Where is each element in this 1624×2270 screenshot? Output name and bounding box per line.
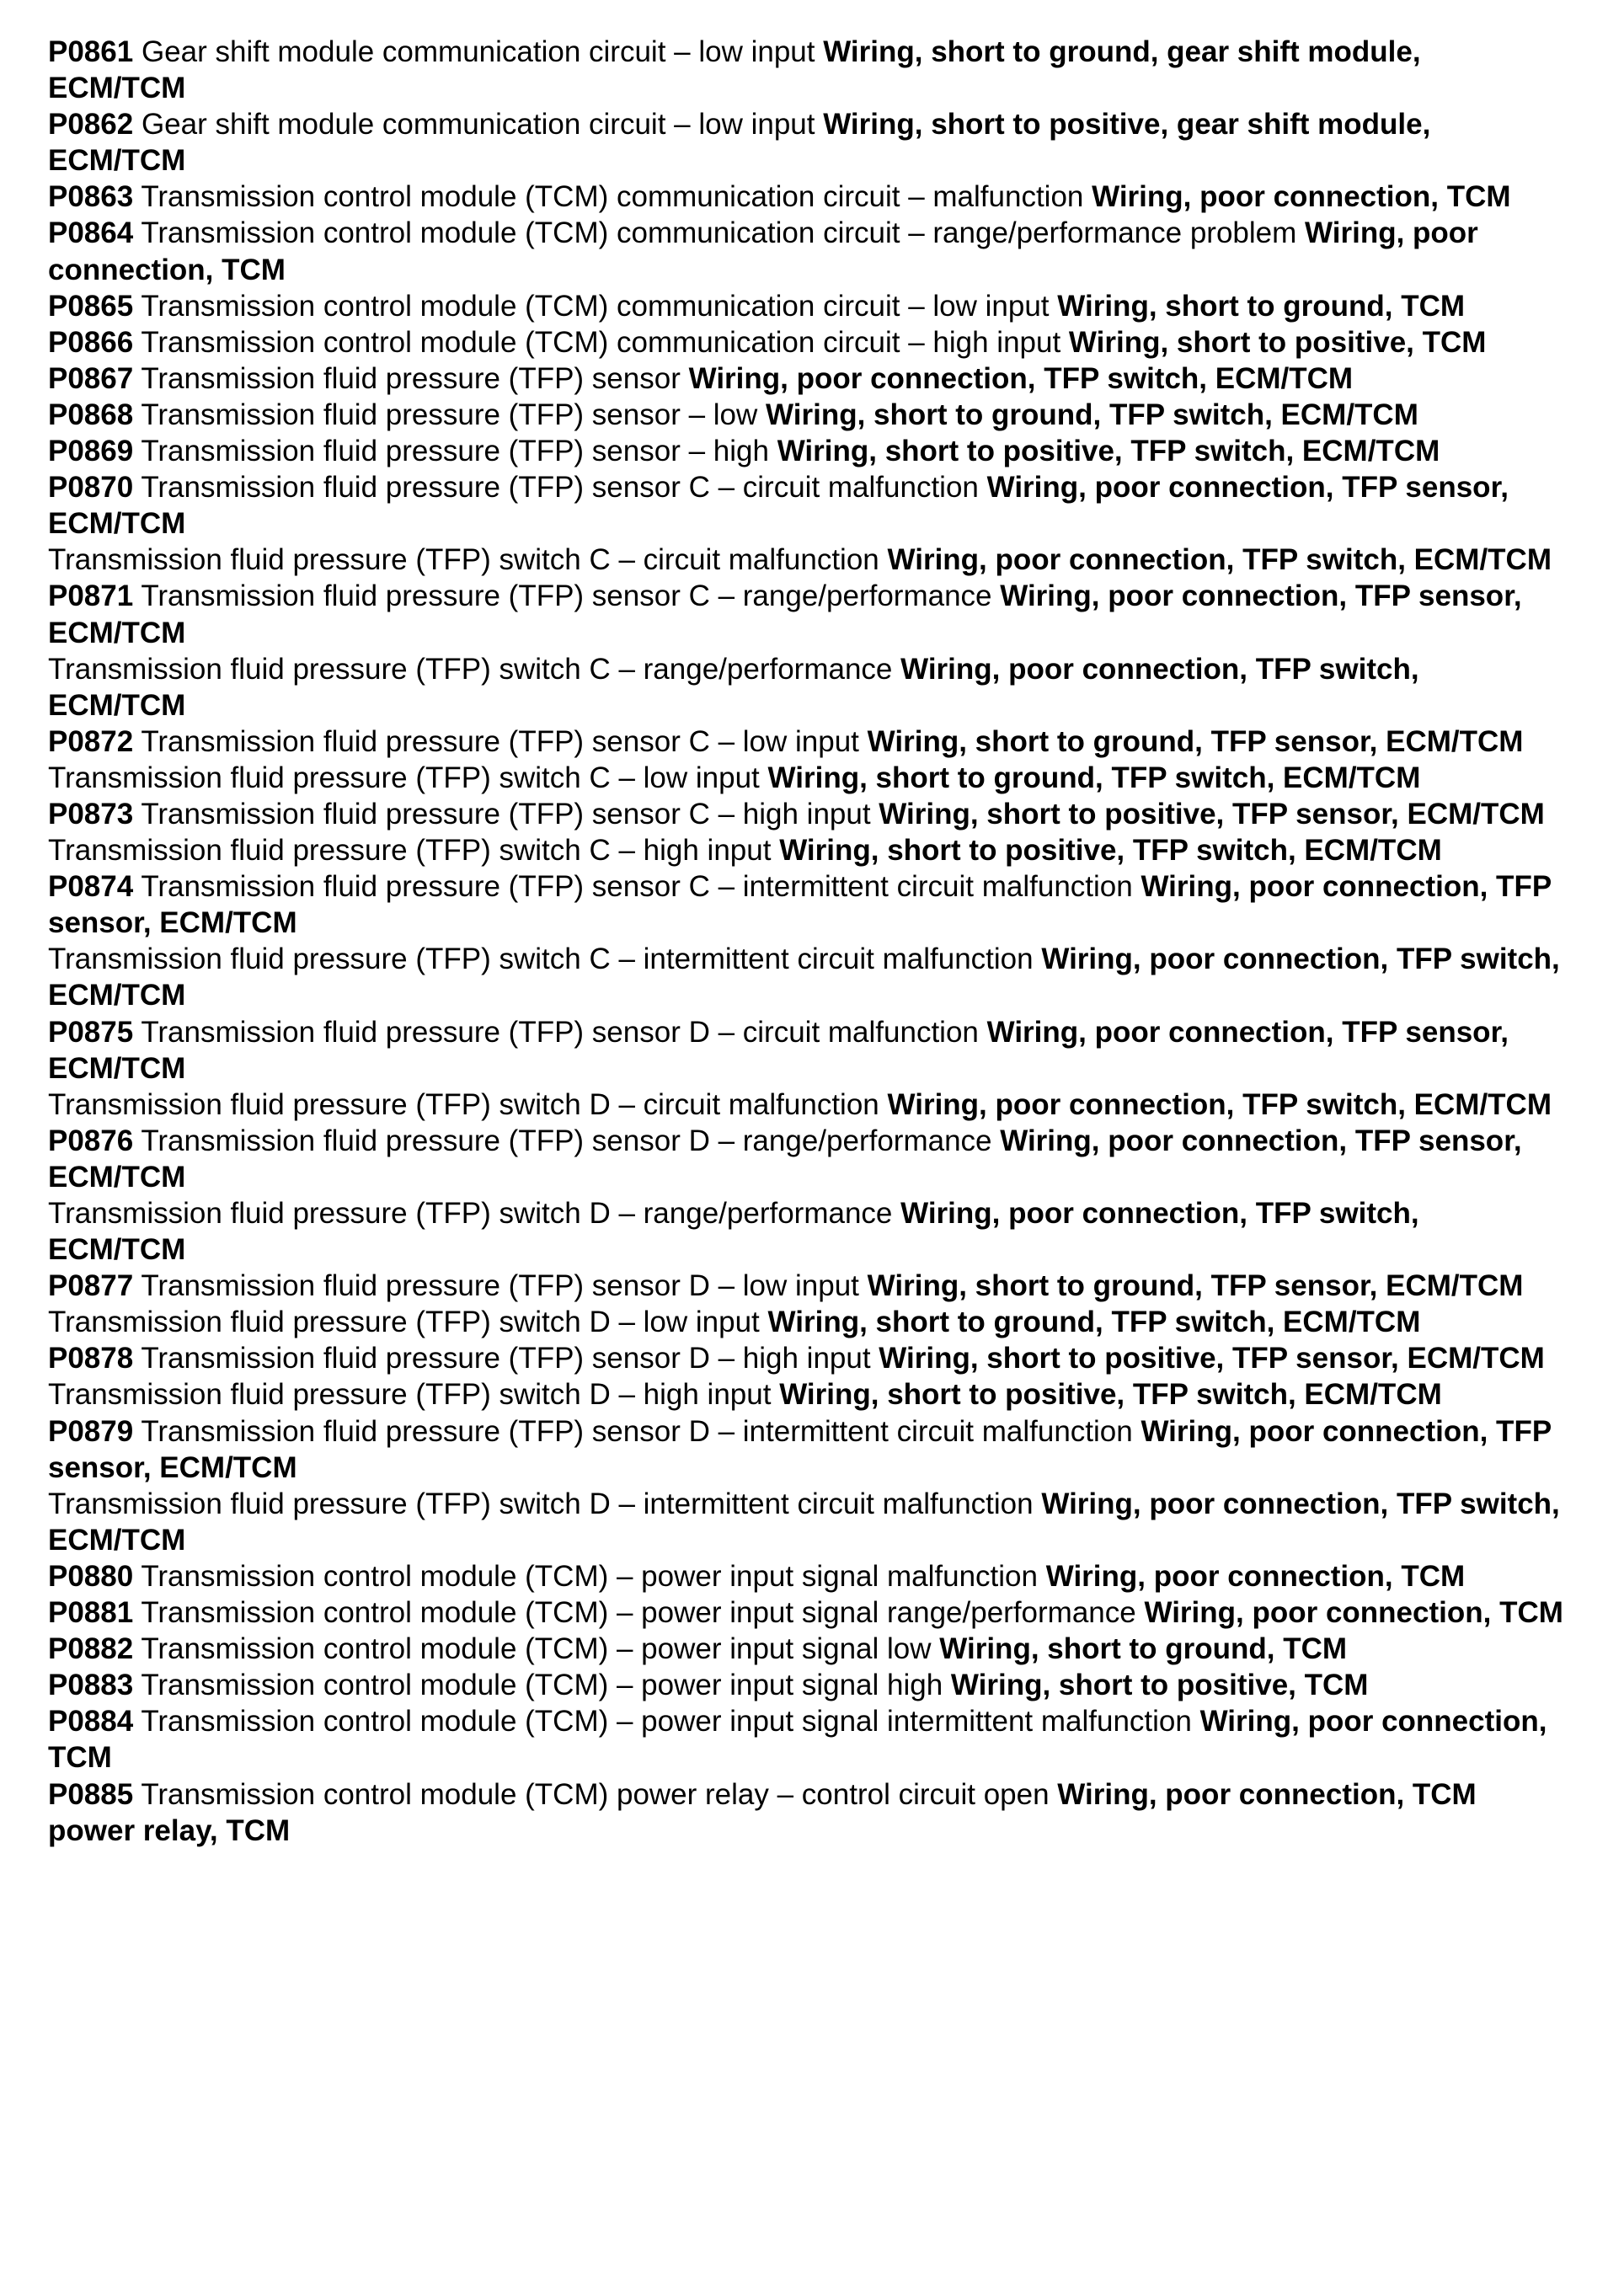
dtc-description: Transmission fluid pressure (TFP) switch C – range/performance: [48, 652, 893, 686]
dtc-code: P0873: [48, 797, 134, 831]
dtc-description: Transmission fluid pressure (TFP) sensor D – high input: [141, 1342, 871, 1375]
dtc-code: P0874: [48, 870, 134, 904]
dtc-description: Transmission fluid pressure (TFP) sensor D – intermittent circuit malfunction: [141, 1414, 1133, 1448]
dtc-cause: Wiring, poor connection, TFP switch, ECM/TCM: [48, 652, 1419, 722]
dtc-description: Transmission control module (TCM) – power input signal intermittent malfunction: [141, 1705, 1192, 1739]
dtc-code: P0883: [48, 1669, 134, 1702]
dtc-cause: Wiring, poor connection, TCM: [1144, 1596, 1563, 1630]
dtc-cause: Wiring, short to positive, gear shift module, ECM/TCM: [48, 108, 1431, 178]
dtc-cause: Wiring, poor connection, TFP switch, ECM/TCM: [887, 543, 1552, 577]
dtc-description: Transmission fluid pressure (TFP) sensor C – low input: [141, 724, 859, 758]
dtc-description: Gear shift module communication circuit – low input: [141, 108, 815, 142]
dtc-description: Transmission fluid pressure (TFP) switch D – low input: [48, 1306, 760, 1339]
dtc-entry-switch: [48, 651, 1564, 724]
dtc-cause: Wiring, short to positive, TFP sensor, ECM/TCM: [879, 797, 1545, 831]
dtc-entry-switch: [48, 1486, 1564, 1558]
dtc-cause: Wiring, poor connection, TCM: [48, 216, 1478, 286]
dtc-description: Transmission fluid pressure (TFP) sensor D – circuit malfunction: [141, 1015, 979, 1049]
dtc-cause: Wiring, short to positive, TFP sensor, ECM/TCM: [879, 1342, 1545, 1375]
dtc-code: P0882: [48, 1632, 134, 1666]
dtc-cause: Wiring, poor connection, TCM power relay, TCM: [48, 1777, 1477, 1847]
dtc-description: Transmission control module (TCM) communication circuit – high input: [141, 325, 1061, 359]
dtc-cause: Wiring, poor connection, TFP sensor, ECM/TCM: [48, 1124, 1522, 1194]
dtc-code: P0884: [48, 1705, 134, 1739]
dtc-entry: [48, 1413, 1564, 1486]
dtc-code: P0862: [48, 108, 134, 142]
dtc-code: P0869: [48, 435, 134, 468]
dtc-entry: [48, 578, 1564, 650]
dtc-code: P0867: [48, 361, 134, 395]
dtc-entry: [48, 179, 1564, 215]
dtc-cause: Wiring, poor connection, TFP sensor, ECM/TCM: [48, 1414, 1552, 1484]
dtc-description: Transmission fluid pressure (TFP) sensor C – circuit malfunction: [141, 471, 979, 505]
dtc-code: P0866: [48, 325, 134, 359]
dtc-entry: [48, 1014, 1564, 1087]
dtc-code: P0876: [48, 1124, 134, 1157]
dtc-cause: Wiring, short to positive, TCM: [950, 1669, 1369, 1702]
dtc-entry: [48, 397, 1564, 433]
dtc-entry: [48, 361, 1564, 397]
dtc-entry-switch: [48, 832, 1564, 868]
dtc-code: P0875: [48, 1015, 134, 1049]
dtc-entry-switch: [48, 941, 1564, 1013]
dtc-cause: Wiring, poor connection, TFP switch, ECM/TCM: [48, 1487, 1560, 1557]
dtc-description: Transmission control module (TCM) – power input signal high: [141, 1669, 943, 1702]
dtc-cause: Wiring, short to positive, TFP switch, ECM/TCM: [779, 1378, 1442, 1412]
dtc-entry: [48, 215, 1564, 287]
dtc-description: Transmission control module (TCM) communication circuit – low input: [141, 289, 1050, 323]
dtc-description: Transmission fluid pressure (TFP) switch D – intermittent circuit malfunction: [48, 1487, 1034, 1520]
dtc-cause: Wiring, short to positive, TFP switch, ECM/TCM: [777, 435, 1440, 468]
dtc-description: Transmission control module (TCM) – power input signal low: [141, 1632, 932, 1666]
dtc-description: Transmission fluid pressure (TFP) sensor: [141, 361, 681, 395]
dtc-cause: Wiring, poor connection, TCM: [1092, 180, 1511, 214]
dtc-entry: [48, 868, 1564, 941]
dtc-code: P0872: [48, 724, 134, 758]
dtc-description: Gear shift module communication circuit – low input: [141, 35, 815, 68]
dtc-cause: Wiring, poor connection, TFP sensor, ECM/TCM: [48, 870, 1552, 940]
dtc-code: P0877: [48, 1269, 134, 1303]
dtc-cause: Wiring, poor connection, TFP sensor, ECM/TCM: [48, 471, 1509, 541]
dtc-entry: [48, 469, 1564, 542]
dtc-code: P0865: [48, 289, 134, 323]
dtc-entry: [48, 288, 1564, 324]
dtc-cause: Wiring, poor connection, TFP switch, ECM/TCM: [887, 1087, 1552, 1121]
dtc-code: P0863: [48, 180, 134, 214]
dtc-entry-switch: [48, 542, 1564, 578]
dtc-entry: [48, 796, 1564, 832]
dtc-entry: [48, 1776, 1564, 1849]
dtc-code: P0885: [48, 1777, 134, 1811]
dtc-code: P0871: [48, 580, 134, 613]
dtc-description: Transmission fluid pressure (TFP) switch C – circuit malfunction: [48, 543, 879, 577]
dtc-cause: Wiring, short to ground, TFP sensor, ECM/TCM: [867, 724, 1524, 758]
dtc-cause: Wiring, poor connection, TFP sensor, ECM/TCM: [48, 580, 1522, 649]
dtc-entry: [48, 1340, 1564, 1376]
dtc-entry: [48, 34, 1564, 106]
dtc-description: Transmission control module (TCM) communication circuit – malfunction: [141, 180, 1084, 214]
dtc-entry-switch: [48, 1195, 1564, 1268]
dtc-description: Transmission fluid pressure (TFP) sensor – high: [141, 435, 769, 468]
dtc-entry: [48, 1123, 1564, 1195]
dtc-cause: Wiring, poor connection, TFP sensor, ECM/TCM: [48, 1015, 1509, 1085]
dtc-cause: Wiring, poor connection, TFP switch, ECM/TCM: [688, 361, 1354, 395]
dtc-description: Transmission control module (TCM) – power input signal malfunction: [141, 1559, 1038, 1593]
dtc-entry-switch: [48, 1376, 1564, 1413]
dtc-description: Transmission fluid pressure (TFP) sensor D – range/performance: [141, 1124, 992, 1157]
dtc-entry: [48, 1631, 1564, 1667]
dtc-description: Transmission fluid pressure (TFP) switch C – low input: [48, 761, 760, 794]
dtc-description: Transmission control module (TCM) communication circuit – range/performance problem: [141, 216, 1297, 250]
dtc-description: Transmission fluid pressure (TFP) sensor C – intermittent circuit malfunction: [141, 870, 1133, 904]
dtc-cause: Wiring, poor connection, TFP switch, ECM/TCM: [48, 1197, 1419, 1267]
dtc-description: Transmission fluid pressure (TFP) switch D – range/performance: [48, 1197, 893, 1230]
dtc-code: P0879: [48, 1414, 134, 1448]
dtc-description: Transmission fluid pressure (TFP) switch C – high input: [48, 834, 772, 868]
dtc-code: P0878: [48, 1342, 134, 1375]
dtc-description: Transmission fluid pressure (TFP) sensor C – range/performance: [141, 580, 992, 613]
dtc-cause: Wiring, poor connection, TFP switch, ECM/TCM: [48, 943, 1560, 1012]
dtc-entry: [48, 1667, 1564, 1703]
dtc-cause: Wiring, short to ground, gear shift module, ECM/TCM: [48, 35, 1421, 105]
dtc-cause: Wiring, short to ground, TCM: [939, 1632, 1348, 1666]
dtc-description: Transmission fluid pressure (TFP) sensor C – high input: [141, 797, 871, 831]
dtc-entry: [48, 433, 1564, 469]
dtc-description: Transmission fluid pressure (TFP) sensor D – low input: [141, 1269, 859, 1303]
dtc-cause: Wiring, poor connection, TCM: [1045, 1559, 1466, 1593]
dtc-description: Transmission control module (TCM) – power input signal range/performance: [141, 1596, 1136, 1630]
dtc-cause: Wiring, short to ground, TFP switch, ECM/TCM: [767, 1306, 1421, 1339]
dtc-description: Transmission fluid pressure (TFP) switch D – circuit malfunction: [48, 1087, 879, 1121]
dtc-cause: Wiring, short to ground, TCM: [1057, 289, 1466, 323]
dtc-code: P0870: [48, 471, 134, 505]
dtc-code: P0881: [48, 1596, 134, 1630]
dtc-description: Transmission fluid pressure (TFP) switch C – intermittent circuit malfunction: [48, 943, 1034, 976]
dtc-code: P0868: [48, 398, 134, 431]
dtc-entry: [48, 1594, 1564, 1631]
dtc-cause: Wiring, poor connection, TCM: [48, 1705, 1547, 1775]
dtc-cause: Wiring, short to ground, TFP switch, ECM/TCM: [766, 398, 1418, 431]
dtc-entry-switch: [48, 1304, 1564, 1340]
dtc-entry: [48, 1268, 1564, 1304]
dtc-cause: Wiring, short to positive, TCM: [1068, 325, 1487, 359]
dtc-document: [48, 34, 1564, 1849]
dtc-entry: [48, 1703, 1564, 1776]
dtc-description: Transmission fluid pressure (TFP) switch D – high input: [48, 1378, 772, 1412]
dtc-entry: [48, 324, 1564, 361]
dtc-entry: [48, 724, 1564, 760]
dtc-entry: [48, 106, 1564, 179]
dtc-entry-switch: [48, 1087, 1564, 1123]
dtc-description: Transmission control module (TCM) power relay – control circuit open: [141, 1777, 1050, 1811]
dtc-description: Transmission fluid pressure (TFP) sensor – low: [141, 398, 758, 431]
dtc-entry-switch: [48, 760, 1564, 796]
dtc-cause: Wiring, short to ground, TFP switch, ECM/TCM: [767, 761, 1421, 794]
dtc-cause: Wiring, short to positive, TFP switch, ECM/TCM: [779, 834, 1442, 868]
dtc-entry: [48, 1558, 1564, 1594]
dtc-code: P0861: [48, 35, 134, 68]
dtc-code: P0880: [48, 1559, 134, 1593]
dtc-cause: Wiring, short to ground, TFP sensor, ECM/TCM: [867, 1269, 1524, 1303]
dtc-code: P0864: [48, 216, 134, 250]
